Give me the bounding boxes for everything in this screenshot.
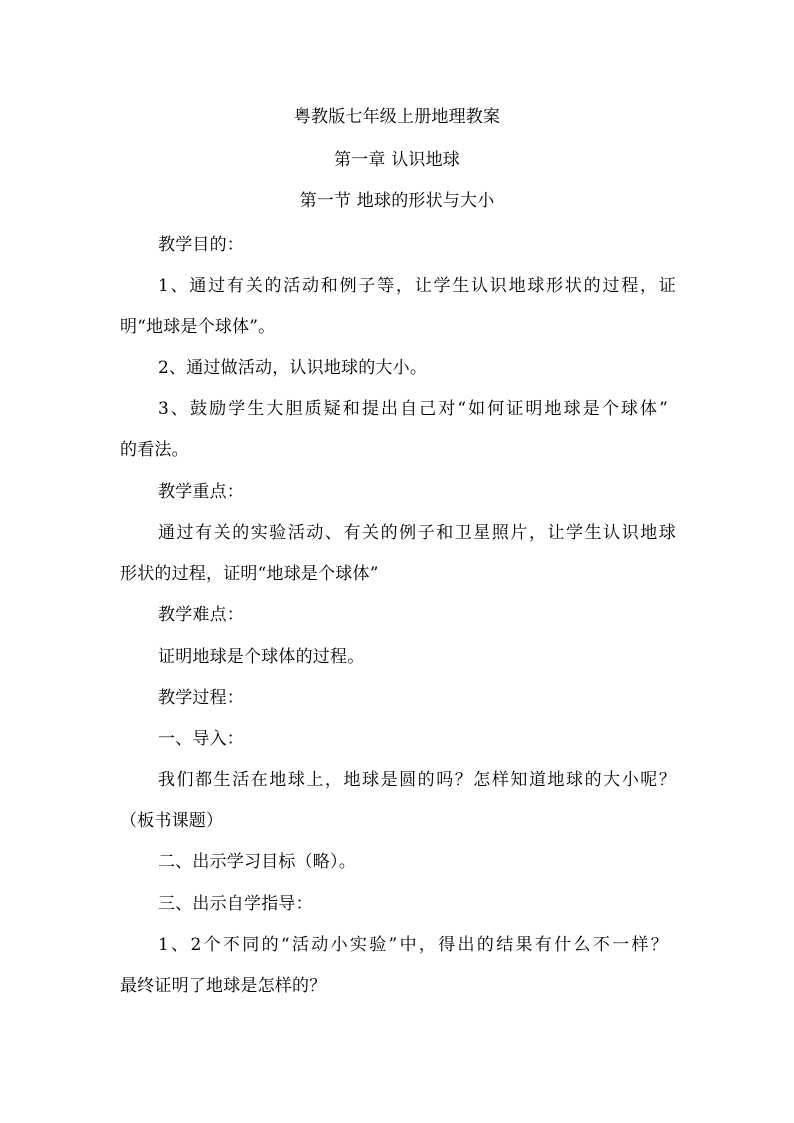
chapter-title: 第一章 认识地球: [333, 150, 460, 170]
step-1-line-1: 我们都生活在地球上，地球是圆的吗？怎样知道地球的大小呢？: [158, 770, 676, 790]
objective-3-line-2: 的看法。: [120, 440, 189, 460]
key-points-line-1: 通过有关的实验活动、有关的例子和卫星照片，让学生认识地球: [158, 523, 676, 543]
process-heading: 教学过程：: [158, 688, 244, 708]
question-1-line-2: 最终证明了地球是怎样的？: [120, 976, 327, 996]
step-1-line-2: （板书课题）: [120, 811, 224, 831]
objective-3-line-1: 3、鼓励学生大胆质疑和提出自己对“如何证明地球是个球体”: [158, 399, 668, 419]
key-points-line-2: 形状的过程，证明“地球是个球体”: [120, 564, 379, 584]
key-points-heading: 教学重点：: [158, 482, 244, 502]
objective-2: 2、通过做活动，认识地球的大小。: [158, 358, 428, 378]
document-title: 粤教版七年级上册地理教案: [293, 107, 501, 127]
difficulties-heading: 教学难点：: [158, 605, 244, 625]
step-3: 三、出示自学指导：: [158, 894, 313, 914]
objectives-heading: 教学目的：: [158, 235, 244, 255]
objective-1-line-1: 1、通过有关的活动和例子等，让学生认识地球形状的过程，证: [158, 276, 676, 296]
difficulties-text: 证明地球是个球体的过程。: [158, 647, 365, 667]
step-1-heading: 一、导入：: [158, 729, 244, 749]
section-title: 第一节 地球的形状与大小: [299, 191, 495, 211]
question-1-line-1: 1、2个不同的“活动小实验”中，得出的结果有什么不一样？: [158, 935, 668, 955]
objective-1-line-2: 明“地球是个球体”。: [120, 317, 276, 337]
step-2: 二、出示学习目标（略）。: [158, 852, 356, 872]
